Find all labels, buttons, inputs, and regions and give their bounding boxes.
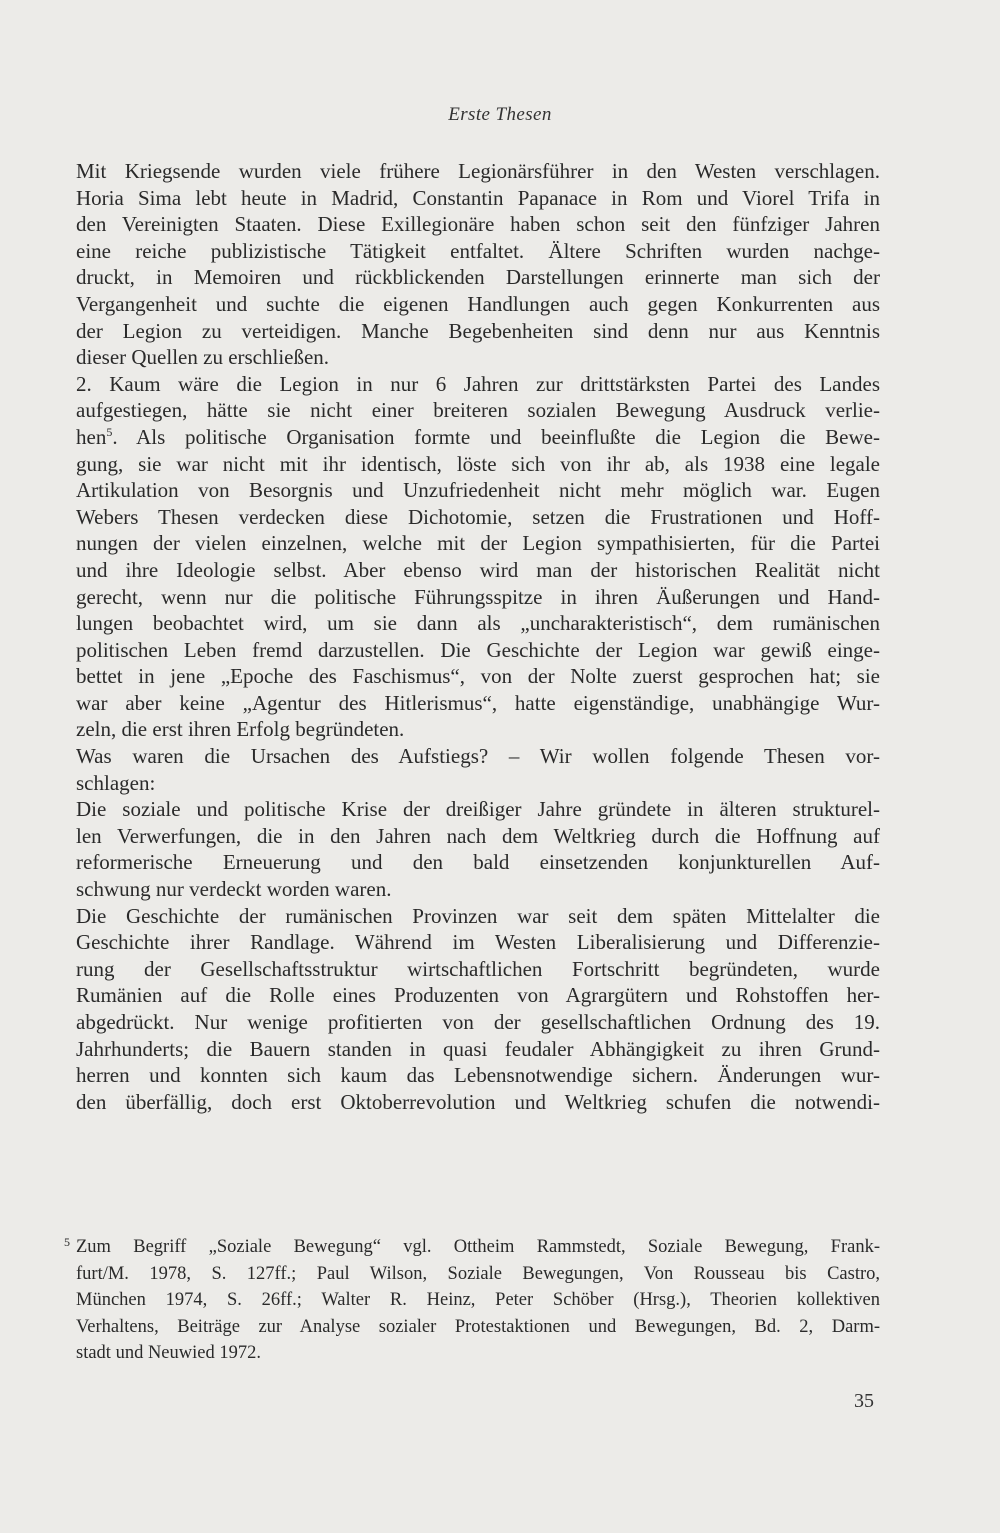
body-line-text: gerecht, wenn nur die politische Führungsspitze in ihren Äußerungen und Hand- [76,584,880,609]
body-line [76,796,880,823]
body-line [76,477,880,504]
body-line-text: druckt, in Memoiren und rückblickenden Darstellungen erinnerte man sich der [76,265,880,290]
body-line-text: gung, sie war nicht mit ihr identisch, löste sich von ihr ab, als 1938 eine legale [76,451,880,476]
body-line [76,849,880,876]
body-line [76,1089,880,1116]
body-line-text: Webers Thesen verdecken diese Dichotomie, setzen die Frustrationen und Hoff- [76,504,880,529]
body-line-text: Mit Kriegsende wurden viele frühere Legionärsführer in den Westen verschlagen. [76,159,880,183]
body-line [76,1036,880,1063]
body-line [76,530,880,557]
body-line-text: Die soziale und politische Krise der dreißiger Jahre gründete in älteren strukturel- [76,797,880,822]
body-line [76,291,880,318]
body-line-text: dieser Quellen zu erschließen. [76,345,330,370]
body-line [76,876,880,903]
body-line [76,318,880,345]
body-line [76,610,880,637]
body-line-text: reformerische Erneuerung und den bald einsetzenden konjunkturellen Auf- [76,850,880,875]
main-text [76,158,880,1115]
footnote-line [76,1236,880,1263]
body-line-text: Vergangenheit und suchte die eigenen Handlungen auch gegen Konkurrenten aus [76,291,880,316]
body-line-text: rung der Gesellschaftsstruktur wirtschaftlichen Fortschritt begründeten, wurde [76,956,880,981]
footnote-reference: 5 [106,424,113,439]
footnote-marker: 5 [64,1235,70,1249]
body-line [76,770,880,797]
body-line [76,956,880,983]
footnote-line [76,1342,880,1369]
body-line-text: der Legion zu verteidigen. Manche Begebenheiten sind denn nur aus Kenntnis [76,318,880,343]
body-line-text: und ihre Ideologie selbst. Aber ebenso wird man der historischen Realität nicht [76,557,880,582]
body-line-text: politischen Leben fremd darzustellen. Die Geschichte der Legion war gewiß einge- [76,637,880,662]
body-line-text: lungen beobachtet wird, um sie dann als „uncharakteristisch“, dem rumänischen [76,611,880,636]
body-line-text: Horia Sima lebt heute in Madrid, Constantin Papanace in Rom und Viorel Trifa in [76,185,880,210]
body-line-text: abgedrückt. Nur wenige profitierten von der gesellschaftlichen Ordnung des 19. [76,1010,880,1034]
body-line [76,1009,880,1036]
body-line-text: herren und konnten sich kaum das Lebensnotwendige sichern. Änderungen wur- [76,1063,880,1088]
body-line [76,690,880,717]
body-line-text: aufgestiegen, hätte sie nicht einer breiteren sozialen Bewegung Ausdruck verlie- [76,398,880,423]
body-line [76,982,880,1009]
footnote-line [76,1263,880,1290]
body-line-text: hen [76,424,107,449]
body-line-text: Die Geschichte der rumänischen Provinzen war seit dem späten Mittelalter die [76,903,880,928]
body-line [76,371,880,398]
footnote-line [76,1316,880,1343]
footnote [64,1235,880,1369]
body-line [76,929,880,956]
footnote-line [76,1289,880,1316]
body-line-text: . Als politische Organisation formte und beeinflußte die Legion die Bewe- [112,424,880,449]
footnote-line-text: furt/M. 1978, S. 127ff.; Paul Wilson, Soziale Bewegungen, Von Rousseau bis Castro, [76,1263,880,1284]
footnote-line-text: Verhaltens, Beiträge zur Analyse sozialer Protestaktionen und Bewegungen, Bd. 2, Darm- [76,1316,880,1337]
body-line [76,397,880,424]
body-line [76,504,880,531]
body-line [76,158,880,185]
body-line [76,424,880,451]
body-line [76,557,880,584]
body-line [76,264,880,291]
body-line-text: Geschichte ihrer Randlage. Während im Westen Liberalisierung und Differenzie- [76,930,880,955]
body-line [76,211,880,238]
body-line [76,238,880,265]
body-line-text: bettet in jene „Epoche des Faschismus“, von der Nolte zuerst gesprochen hat; sie [76,664,880,689]
body-line-text: Jahrhunderts; die Bauern standen in quasi feudaler Abhängigkeit zu ihren Grund- [76,1036,880,1061]
body-line-text: eine reiche publizistische Tätigkeit entfaltet. Ältere Schriften wurden nachge- [76,238,880,263]
body-line [76,663,880,690]
body-line [76,903,880,930]
body-line [76,743,880,770]
footnote-line-text: Zum Begriff „Soziale Bewegung“ vgl. Ottheim Rammstedt, Soziale Bewegung, Frank- [76,1237,880,1257]
body-line [76,823,880,850]
body-line [76,344,880,371]
body-line-text: schlagen: [76,770,156,795]
body-line-text: Rumänien auf die Rolle eines Produzenten von Agrargütern und Rohstoffen her- [76,983,880,1008]
body-line [76,1062,880,1089]
body-line-text: schwung nur verdeckt worden waren. [76,877,392,902]
body-line-text: den überfällig, doch erst Oktoberrevolution und Weltkrieg schufen die notwendi- [76,1089,880,1114]
body-line-text: 2. Kaum wäre die Legion in nur 6 Jahren zur drittstärksten Partei des Landes [76,371,880,396]
footnote-line-text: stadt und Neuwied 1972. [76,1343,261,1364]
body-line-text: war aber keine „Agentur des Hitlerismus“, hatte eigenständige, unabhängige Wur- [76,690,880,715]
running-title: Erste Thesen [448,104,552,125]
body-line-text: Was waren die Ursachen des Aufstiegs? – Wir wollen folgende Thesen vor- [76,744,880,769]
body-line-text: len Verwerfungen, die in den Jahren nach dem Weltkrieg durch die Hoffnung auf [76,823,880,848]
body-line [76,716,880,743]
body-line [76,584,880,611]
body-line [76,637,880,664]
body-line [76,185,880,212]
body-line [76,451,880,478]
body-line-text: nungen der vielen einzelnen, welche mit der Legion sympathisierten, für die Partei [76,531,880,556]
body-line-text: den Vereinigten Staaten. Diese Exillegionäre haben schon seit den fünfziger Jahren [76,212,880,237]
body-line-text: Artikulation von Besorgnis und Unzufriedenheit nicht mehr möglich war. Eugen [76,478,880,503]
page-number: 35 [854,1390,874,1412]
footnote-line-text: München 1974, S. 26ff.; Walter R. Heinz, Peter Schöber (Hrsg.), Theorien kollektiven [76,1290,880,1311]
body-line-text: zeln, die erst ihren Erfolg begründeten. [76,717,405,742]
